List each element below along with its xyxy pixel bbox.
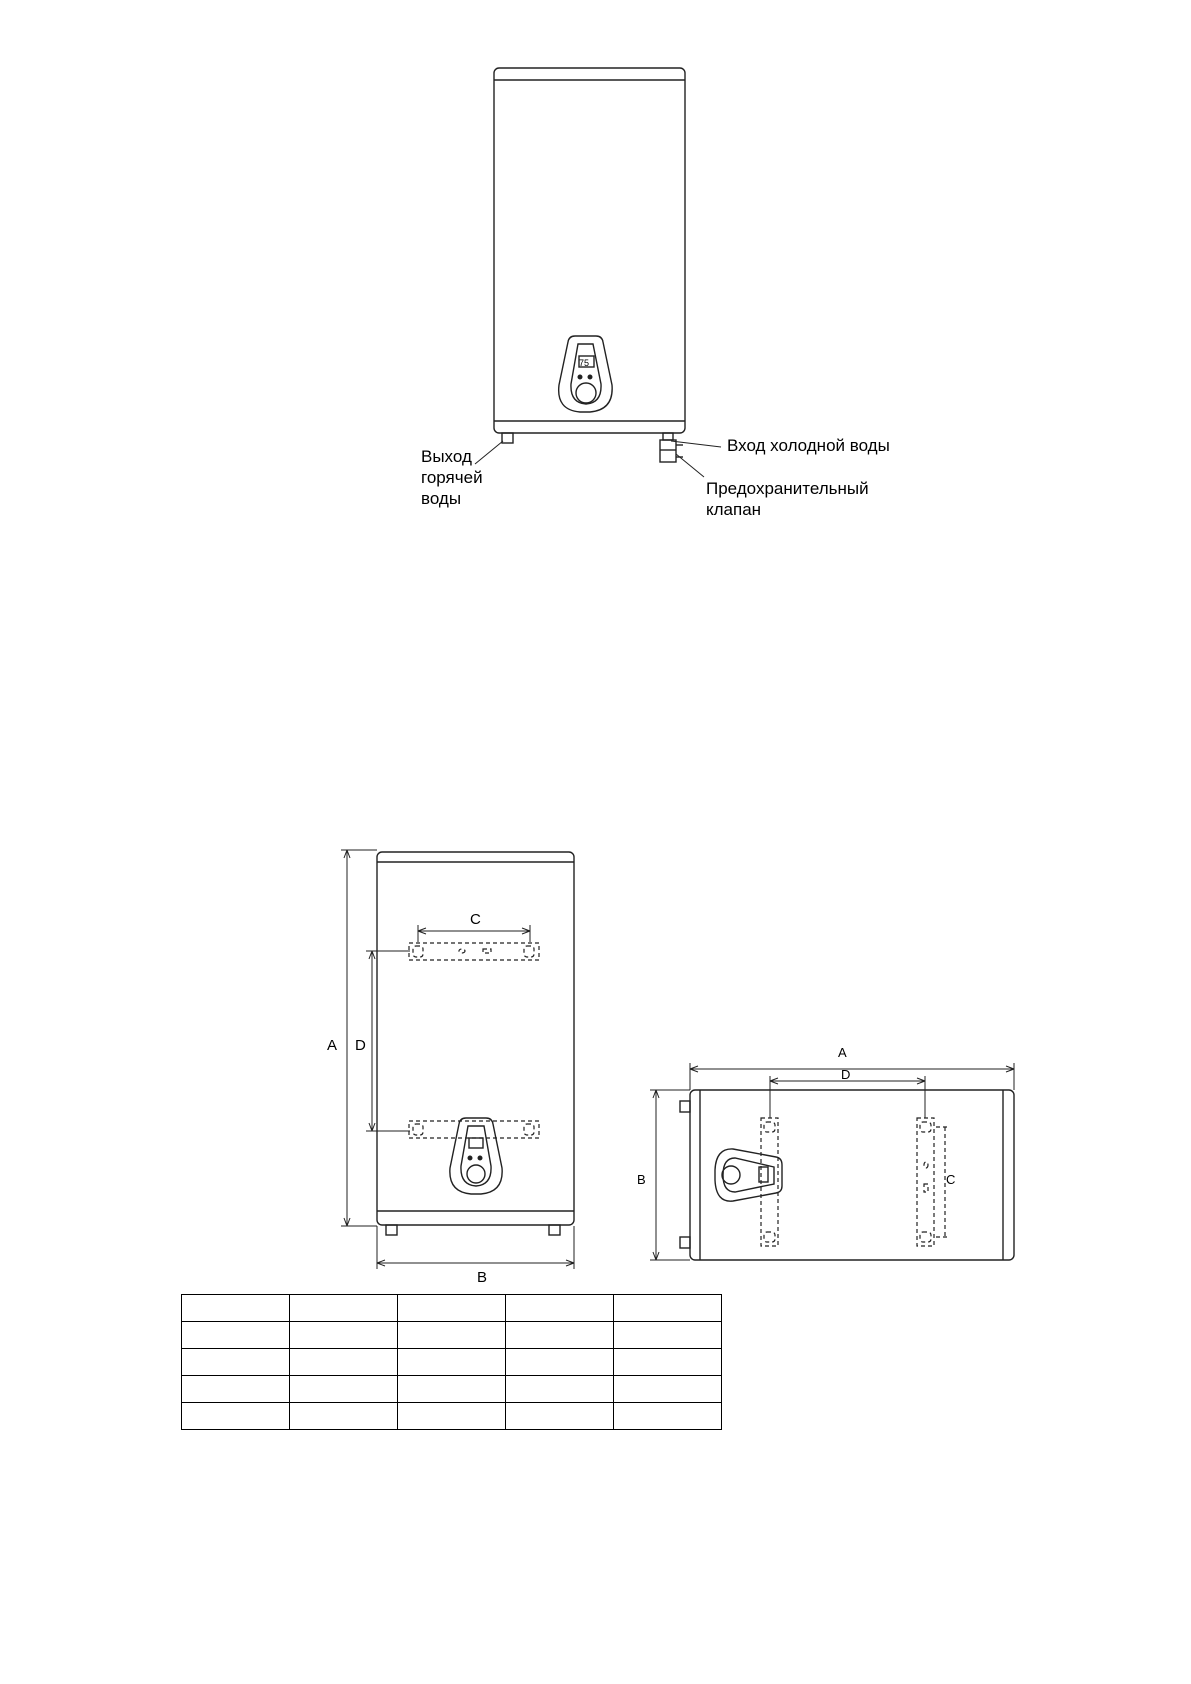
table-cell xyxy=(290,1322,398,1349)
table-row xyxy=(182,1349,722,1376)
table-cell xyxy=(614,1322,722,1349)
table-cell xyxy=(182,1403,290,1430)
vertical-dim-b: B xyxy=(477,1269,488,1286)
horizontal-dim-d: D xyxy=(841,1067,851,1082)
vertical-dim-c: C xyxy=(470,911,481,928)
table-cell xyxy=(614,1403,722,1430)
table-cell xyxy=(182,1376,290,1403)
vertical-dim-d: D xyxy=(355,1037,366,1054)
table-cell xyxy=(398,1403,506,1430)
table-cell xyxy=(398,1376,506,1403)
table-cell xyxy=(182,1322,290,1349)
table-cell xyxy=(506,1349,614,1376)
safety-valve-label: Предохранительный клапан xyxy=(706,479,869,519)
horizontal-right-bracket xyxy=(917,1118,934,1246)
horizontal-control-panel xyxy=(715,1149,782,1201)
dimension-table-body xyxy=(182,1295,722,1430)
vertical-dim-a: A xyxy=(327,1037,338,1054)
table-cell xyxy=(506,1376,614,1403)
table-cell xyxy=(290,1295,398,1322)
display-value: 75 xyxy=(579,358,590,368)
horizontal-dim-c: C xyxy=(946,1172,956,1187)
table-row xyxy=(182,1322,722,1349)
hot-water-outlet-label: Выход горячей воды xyxy=(421,447,483,508)
table-cell xyxy=(506,1295,614,1322)
table-row xyxy=(182,1295,722,1322)
table-cell xyxy=(398,1295,506,1322)
horizontal-dim-a: A xyxy=(838,1045,847,1060)
table-cell xyxy=(506,1403,614,1430)
table-row xyxy=(182,1403,722,1430)
table-cell xyxy=(398,1322,506,1349)
table-cell xyxy=(290,1376,398,1403)
table-row xyxy=(182,1376,722,1403)
table-cell xyxy=(290,1349,398,1376)
table-cell xyxy=(398,1349,506,1376)
table-cell xyxy=(290,1403,398,1430)
table-cell xyxy=(614,1376,722,1403)
dimension-table xyxy=(181,1294,722,1430)
table-cell xyxy=(506,1322,614,1349)
table-cell xyxy=(614,1349,722,1376)
table-cell xyxy=(614,1295,722,1322)
table-cell xyxy=(182,1349,290,1376)
cold-water-inlet-label: Вход холодной воды xyxy=(727,436,890,455)
table-cell xyxy=(182,1295,290,1322)
horizontal-dim-b: B xyxy=(637,1172,646,1187)
